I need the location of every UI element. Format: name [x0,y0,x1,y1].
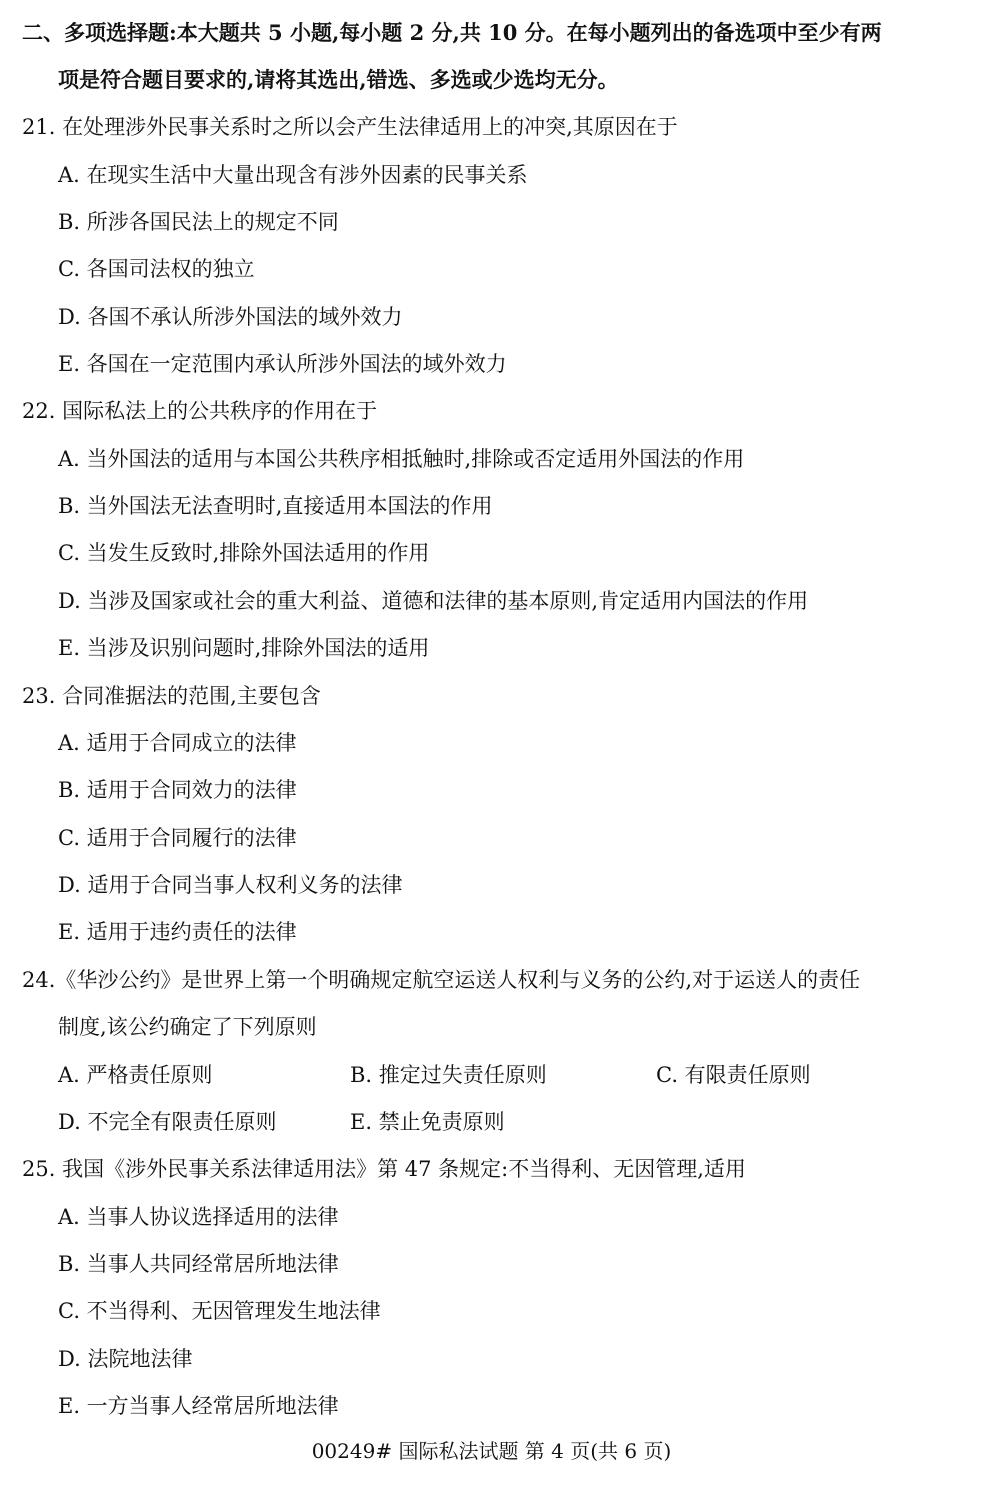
option-c: C. 当发生反致时,排除外国法适用的作用 [58,541,430,565]
option-a: A. 严格责任原则 [58,1063,213,1087]
option-c: C. 各国司法权的独立 [58,257,255,281]
question-stem-line-1: 24.《华沙公约》是世界上第一个明确规定航空运送人权利与义务的公约,对于运送人的责任 [22,968,861,992]
question-stem: 23. 合同准据法的范围,主要包含 [22,684,321,708]
option-d: D. 不完全有限责任原则 [58,1110,277,1134]
option-e: E. 禁止免责原则 [350,1110,505,1134]
question-stem: 22. 国际私法上的公共秩序的作用在于 [22,399,378,423]
option-b: B. 所涉各国民法上的规定不同 [58,210,339,234]
section-heading-line-1: 二、多项选择题:本大题共 5 小题,每小题 2 分,共 10 分。在每小题列出的备选项中至少有两 [22,20,882,45]
option-d: D. 当涉及国家或社会的重大利益、道德和法律的基本原则,肯定适用内国法的作用 [58,589,809,613]
option-d: D. 法院地法律 [58,1347,193,1371]
option-d: D. 各国不承认所涉外国法的域外效力 [58,305,403,329]
option-e: E. 当涉及识别问题时,排除外国法的适用 [58,636,430,660]
option-d: D. 适用于合同当事人权利义务的法律 [58,873,403,897]
option-c: C. 适用于合同履行的法律 [58,826,297,850]
page-footer: 00249# 国际私法试题 第 4 页(共 6 页) [311,1439,672,1463]
option-e: E. 各国在一定范围内承认所涉外国法的域外效力 [58,352,507,376]
option-e: E. 一方当事人经常居所地法律 [58,1394,339,1418]
option-a: A. 当外国法的适用与本国公共秩序相抵触时,排除或否定适用外国法的作用 [58,447,745,471]
option-b: B. 当事人共同经常居所地法律 [58,1252,339,1276]
option-c: C. 有限责任原则 [656,1063,811,1087]
option-b: B. 推定过失责任原则 [350,1063,547,1087]
question-stem: 21. 在处理涉外民事关系时之所以会产生法律适用上的冲突,其原因在于 [22,115,678,139]
option-e: E. 适用于违约责任的法律 [58,920,297,944]
option-b: B. 适用于合同效力的法律 [58,778,297,802]
option-c: C. 不当得利、无因管理发生地法律 [58,1299,381,1323]
option-a: A. 适用于合同成立的法律 [58,731,297,755]
option-b: B. 当外国法无法查明时,直接适用本国法的作用 [58,494,493,518]
section-heading-line-2: 项是符合题目要求的,请将其选出,错选、多选或少选均无分。 [58,67,619,92]
option-a: A. 当事人协议选择适用的法律 [58,1205,339,1229]
question-stem-line-2: 制度,该公约确定了下列原则 [58,1015,317,1039]
question-stem: 25. 我国《涉外民事关系法律适用法》第 47 条规定:不当得利、无因管理,适用 [22,1157,746,1181]
option-a: A. 在现实生活中大量出现含有涉外因素的民事关系 [58,163,528,187]
